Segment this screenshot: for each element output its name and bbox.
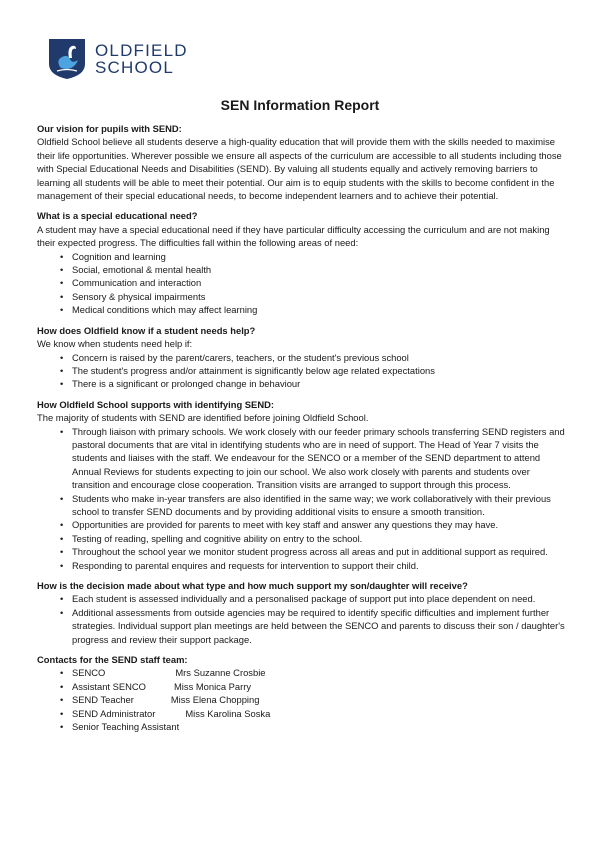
list-item: • Responding to parental enquires and requests for intervention to support their child. xyxy=(37,559,567,572)
swan-shield-icon xyxy=(48,38,86,80)
contact-item xyxy=(37,680,567,693)
section-heading: Our vision for pupils with SEND: xyxy=(37,123,182,134)
section-heading: How does Oldfield know if a student needs help? xyxy=(37,324,256,336)
section-know-help xyxy=(37,324,567,391)
bullet-list xyxy=(37,425,567,572)
contact-list xyxy=(37,666,567,733)
contact-role: SEND Teacher xyxy=(72,694,134,706)
list-item: • There is a significant or prolonged change in behaviour xyxy=(37,377,567,390)
list-item: • Students who make in-year transfers are also identified in the same way; we work collaboratively with their previous school to transfer SEND documents and by providing additional visits to ensure a smooth transition. xyxy=(37,492,567,519)
contact-role: Senior Teaching Assistant xyxy=(72,721,180,733)
section-vision xyxy=(37,122,567,202)
school-logo xyxy=(48,38,188,80)
contact-item xyxy=(37,693,567,706)
section-contacts xyxy=(37,653,567,733)
section-heading: How is the decision made about what type and how much support my son/daughter will receive? xyxy=(37,580,468,591)
list-item: • Social, emotional & mental health xyxy=(37,263,567,276)
list-item: • Communication and interaction xyxy=(37,276,567,289)
bullet-list xyxy=(37,250,567,317)
list-item: • Cognition and learning xyxy=(37,250,567,263)
list-item: • The student's progress and/or attainment is significantly below age related expectations xyxy=(37,364,567,377)
contact-role: SENCO xyxy=(72,667,106,679)
section-special-need xyxy=(37,209,567,316)
list-item: • Additional assessments from outside agencies may be required to identify specific difficulties and implement further strategies. Individual support plan meetings are held between the SENCO and parents to discuss their son / daughter's progress and review their support package. xyxy=(37,606,567,646)
section-paragraph: The majority of students with SEND are identified before joining Oldfield School. xyxy=(37,412,369,424)
list-item: • Through liaison with primary schools. We work closely with our feeder primary schools transferring SEND registers and pastoral documents that are vital in identifying students who are in need of support. The Head of Year 7 visits the students and liaises with the staff. We endeavour for the SENCO or a member of the SEND department to attend Annual Reviews for students expecting to join our school. We also work closely with parents and students over transition and encourage close cooperation. Transition visits are arranged to support through this process. xyxy=(37,425,567,492)
section-paragraph: We know when students need help if: xyxy=(37,338,193,350)
section-heading: How Oldfield School supports with identifying SEND: xyxy=(37,398,274,410)
contact-name: Miss Karolina Soska xyxy=(185,707,271,719)
contact-role: SEND Administrator xyxy=(72,707,156,719)
bullet-list xyxy=(37,351,567,391)
contact-name: Miss Elena Chopping xyxy=(170,694,260,706)
list-item: • Each student is assessed individually and a personalised package of support put into place dependent on need. xyxy=(37,592,567,605)
contact-item xyxy=(37,707,567,720)
page-title: SEN Information Report xyxy=(220,97,380,113)
contact-name: Miss Monica Parry xyxy=(173,680,252,692)
contact-item xyxy=(37,666,567,679)
contact-item xyxy=(37,720,567,733)
list-item: • Opportunities are provided for parents to meet with key staff and answer any questions they may have. xyxy=(37,518,567,531)
list-item: • Throughout the school year we monitor student progress across all areas and put in additional support as required. xyxy=(37,545,567,558)
list-item: • Testing of reading, spelling and cognitive ability on entry to the school. xyxy=(37,532,567,545)
report-body xyxy=(37,122,567,740)
section-support-decision xyxy=(37,579,567,646)
contact-name: Mrs Suzanne Crosbie xyxy=(175,667,266,679)
contact-role: Assistant SENCO xyxy=(72,680,146,692)
section-paragraph: Oldfield School believe all students deserve a high-quality education that will provide them with the skills needed to maximise their life opportunities. Wherever possible we ensure all aspects of the curriculum are accessible to all students including those with Special Educational Needs and Disabilities (SEND). By valuing all students equally and actively removing barriers to learning all students will be able to meet their potential. Our aim is to equip students with the skills to become confident in the management of their special educational needs, to become independent learners and to achieve their potential. xyxy=(37,136,562,202)
section-paragraph: A student may have a special educational need if they have particular difficulty accessing the curriculum and are not making their expected progress. The difficulties fall within the following areas of need: xyxy=(37,223,550,249)
section-heading: Contacts for the SEND staff team: xyxy=(37,654,188,666)
list-item: • Medical conditions which may affect learning xyxy=(37,303,567,316)
logo-wordmark xyxy=(95,42,188,76)
list-item: • Sensory & physical impairments xyxy=(37,290,567,303)
section-heading: What is a special educational need? xyxy=(37,210,198,222)
section-identifying-send xyxy=(37,398,567,572)
bullet-list xyxy=(37,592,567,646)
list-item: • Concern is raised by the parent/carers, teachers, or the student's previous school xyxy=(37,351,567,364)
logo-line-1: OLDFIELD xyxy=(95,41,188,60)
logo-line-2: SCHOOL xyxy=(95,58,174,77)
